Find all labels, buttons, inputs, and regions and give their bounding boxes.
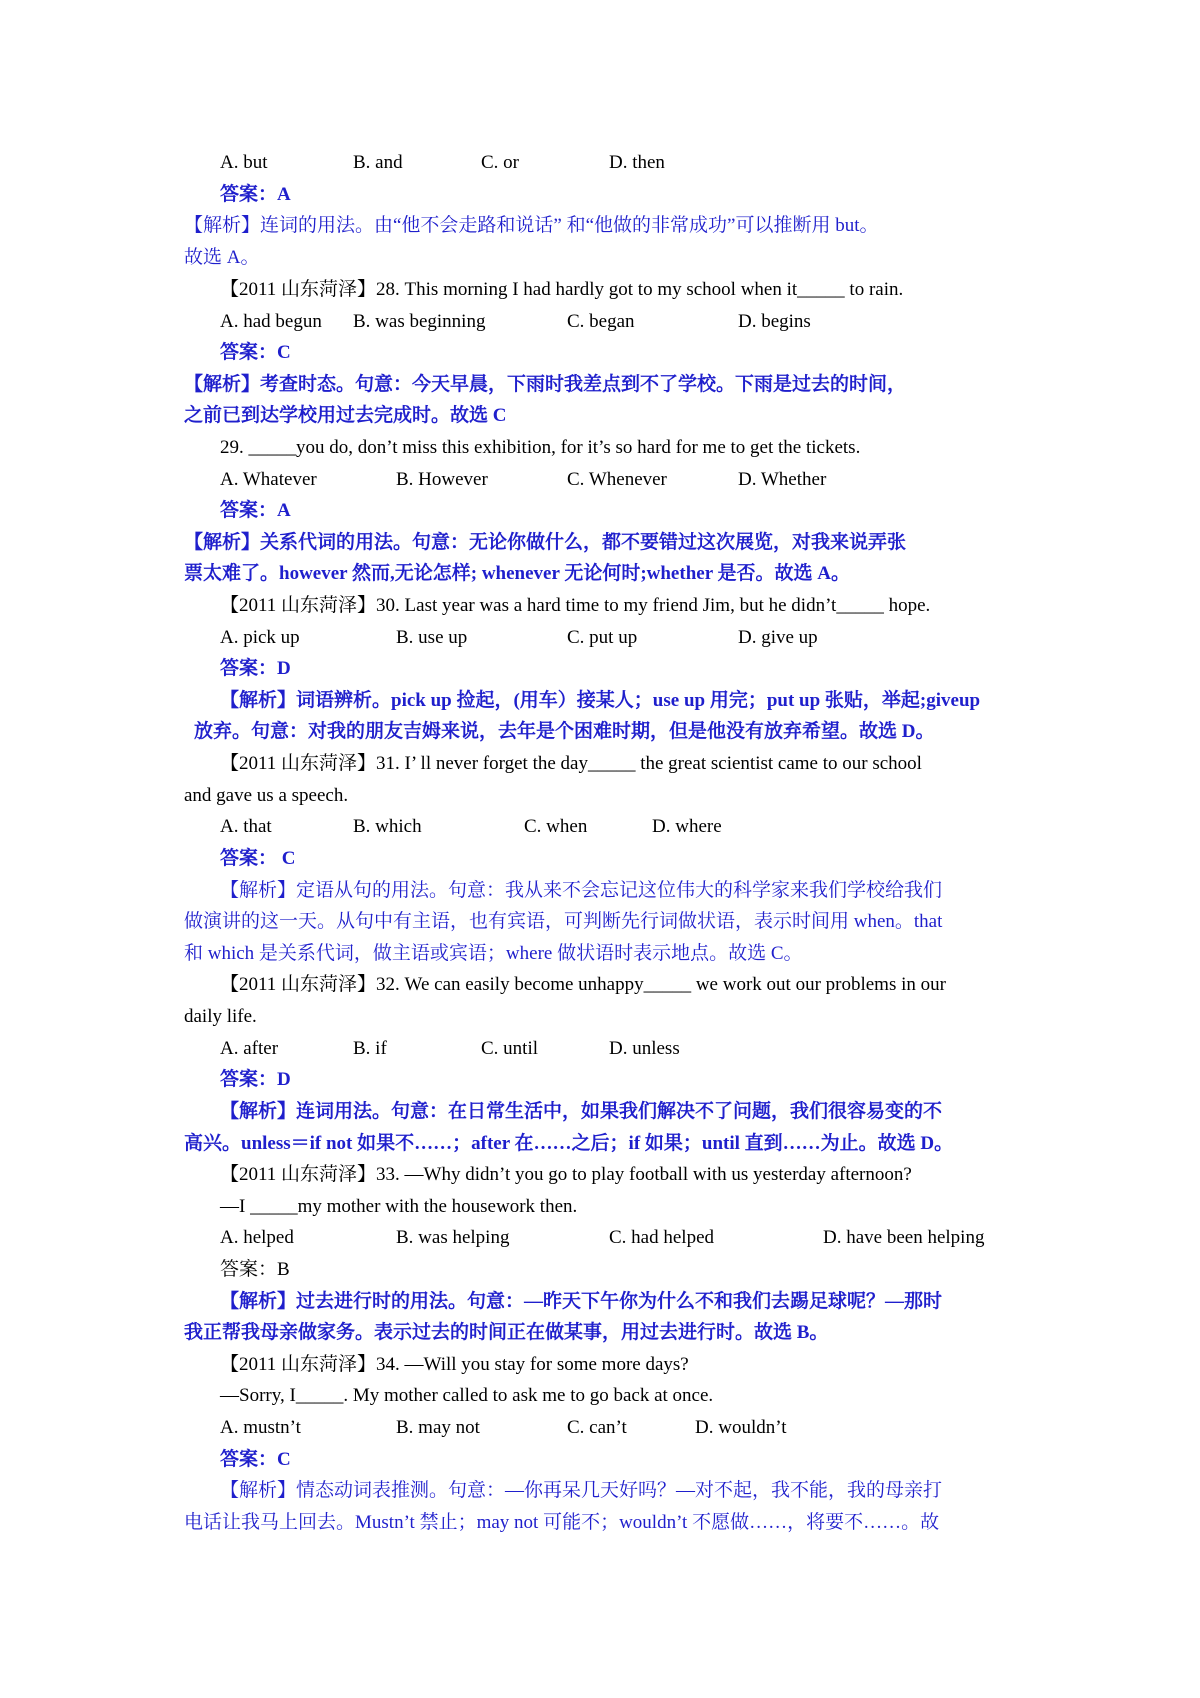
q27-analysis-line-2: 故选 A。 <box>184 247 260 268</box>
option-c: C. until <box>481 1038 539 1059</box>
q28-analysis-line-2: 之前已到达学校用过去完成时。故选 C <box>184 405 507 426</box>
q34-analysis-line-1: 【解析】情态动词表推测。句意：—你再呆几天好吗？—对不起，我不能，我的母亲打 <box>220 1480 943 1501</box>
option-d: D. then <box>609 152 665 173</box>
q29-answer: 答案：A <box>220 500 291 521</box>
option-d: D. where <box>652 816 722 837</box>
option-c: C. put up <box>567 627 638 648</box>
option-d: D. wouldn’t <box>695 1417 787 1438</box>
option-b: B. and <box>353 152 403 173</box>
q33-analysis-line-1: 【解析】过去进行时的用法。句意：—昨天下午你为什么不和我们去踢足球呢？—那时 <box>220 1291 943 1312</box>
q33-question-line-2: —I _____my mother with the housework then. <box>220 1196 578 1217</box>
option-b: B. may not <box>396 1417 480 1438</box>
q32-analysis-line-2: 高兴。unless＝if not 如果不……；after 在……之后；if 如果；until 直到……为止。故选 D。 <box>184 1133 954 1154</box>
option-a: A. mustn’t <box>220 1417 301 1438</box>
q30-analysis-line-1: 【解析】词语辨析。pick up 捡起，(用车）接某人；use up 用完；put up 张贴，举起;giveup <box>220 690 981 711</box>
q32-answer: 答案：D <box>220 1069 291 1090</box>
q28-analysis-line-1: 【解析】考查时态。句意：今天早晨，下雨时我差点到不了学校。下雨是过去的时间， <box>184 374 907 395</box>
q34-analysis-line-2: 电话让我马上回去。Mustn’t 禁止；may not 可能不；wouldn’t 不愿做……，将要不……。故 <box>184 1512 940 1533</box>
option-a: A. Whatever <box>220 469 317 490</box>
q28-answer: 答案：C <box>220 342 291 363</box>
option-a: A. pick up <box>220 627 300 648</box>
option-c: C. had helped <box>609 1227 715 1248</box>
option-a: A. after <box>220 1038 279 1059</box>
q29-analysis-line-2: 票太难了。however 然而,无论怎样; whenever 无论何时;whether 是否。故选 A。 <box>184 563 851 584</box>
option-d: D. Whether <box>738 469 827 490</box>
option-c: C. or <box>481 152 519 173</box>
option-c: C. can’t <box>567 1417 627 1438</box>
q32-question-line-2: daily life. <box>184 1006 257 1027</box>
option-c: C. Whenever <box>567 469 667 490</box>
option-a: A. helped <box>220 1227 294 1248</box>
option-c: C. began <box>567 311 635 332</box>
q27-analysis-line-1: 【解析】连词的用法。由“他不会走路和说话” 和“他做的非常成功”可以推断用 but。 <box>184 215 879 236</box>
option-b: B. if <box>353 1038 387 1059</box>
option-a: A. but <box>220 152 268 173</box>
q33-answer: 答案：B <box>220 1259 290 1280</box>
q31-question-line-2: and gave us a speech. <box>184 785 349 806</box>
q29-analysis-line-1: 【解析】关系代词的用法。句意：无论你做什么，都不要错过这次展览，对我来说弄张 <box>184 532 907 553</box>
q34-answer: 答案：C <box>220 1449 291 1470</box>
option-a: A. that <box>220 816 272 837</box>
option-a: A. had begun <box>220 311 322 332</box>
q31-analysis-line-3: 和 which 是关系代词，做主语或宾语；where 做状语时表示地点。故选 C。 <box>184 943 803 964</box>
option-c: C. when <box>524 816 588 837</box>
q27-answer: 答案：A <box>220 184 291 205</box>
q32-question-line-1: 【2011 山东菏泽】32. We can easily become unhappy_____ we work out our problems in our <box>220 974 946 995</box>
option-d: D. have been helping <box>823 1227 985 1248</box>
q31-question-line-1: 【2011 山东菏泽】31. I’ ll never forget the day_____ the great scientist came to our school <box>220 753 922 774</box>
q30-question: 【2011 山东菏泽】30. Last year was a hard time to my friend Jim, but he didn’t_____ hope. <box>220 595 931 616</box>
option-b: B. was helping <box>396 1227 510 1248</box>
option-b: B. use up <box>396 627 468 648</box>
option-b: B. was beginning <box>353 311 486 332</box>
option-b: B. which <box>353 816 422 837</box>
option-d: D. give up <box>738 627 818 648</box>
q31-answer: 答案： C <box>220 848 296 869</box>
q32-analysis-line-1: 【解析】连词用法。句意：在日常生活中，如果我们解决不了问题，我们很容易变的不 <box>220 1101 943 1122</box>
option-d: D. unless <box>609 1038 680 1059</box>
q33-question-line-1: 【2011 山东菏泽】33. —Why didn’t you go to play football with us yesterday afternoon? <box>220 1164 912 1185</box>
q28-question: 【2011 山东菏泽】28. This morning I had hardly got to my school when it_____ to rain. <box>220 279 904 300</box>
q29-question: 29. _____you do, don’t miss this exhibition, for it’s so hard for me to get the tickets. <box>220 437 861 458</box>
q34-question-line-2: —Sorry, I_____. My mother called to ask me to go back at once. <box>220 1385 714 1406</box>
q31-analysis-line-2: 做演讲的这一天。从句中有主语，也有宾语，可判断先行词做状语，表示时间用 when。that <box>184 911 943 932</box>
q30-answer: 答案：D <box>220 658 291 679</box>
q34-question-line-1: 【2011 山东菏泽】34. —Will you stay for some more days? <box>220 1354 689 1375</box>
q30-analysis-line-2: 放弃。句意：对我的朋友吉姆来说，去年是个困难时期，但是他没有放弃希望。故选 D。 <box>194 721 935 742</box>
option-d: D. begins <box>738 311 811 332</box>
option-b: B. However <box>396 469 488 490</box>
q31-analysis-line-1: 【解析】定语从句的用法。句意：我从来不会忘记这位伟大的科学家来我们学校给我们 <box>220 880 943 901</box>
q33-analysis-line-2: 我正帮我母亲做家务。表示过去的时间正在做某事，用过去进行时。故选 B。 <box>184 1322 829 1343</box>
